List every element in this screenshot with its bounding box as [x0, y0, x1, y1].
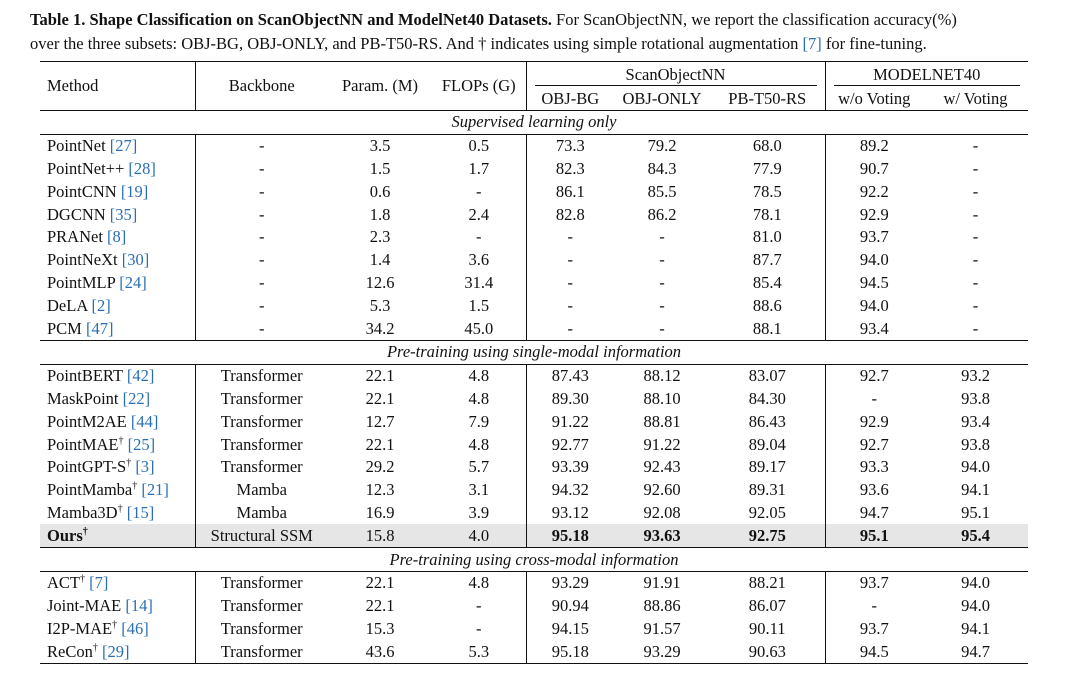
cell-objbg: -: [526, 226, 614, 249]
table-row: [40, 502, 1028, 525]
cell-flops: 4.8: [468, 388, 490, 408]
cell-pbt50: 87.7: [752, 250, 782, 270]
cell-param: 29.2: [365, 457, 395, 477]
citation-link[interactable]: [30]: [121, 250, 150, 270]
cell-flops: 1.5: [468, 295, 490, 315]
cell-param: 15.8: [328, 524, 432, 547]
cell-objbg: 94.15: [526, 618, 614, 641]
method-name: PointNet: [47, 136, 106, 156]
cell-pbt50: 89.17: [748, 457, 786, 477]
header-obj-only: OBJ-ONLY: [622, 89, 702, 108]
cell-backbone: Transformer: [195, 364, 328, 387]
caption-title: Shape Classification on ScanObjectNN and ModelNet40 Datasets.: [89, 10, 552, 29]
cell-objbg: 94.32: [526, 479, 614, 502]
method-name: PointMAE: [47, 434, 119, 454]
cell-flops: 31.4: [464, 272, 494, 292]
cell-pbt50: 92.05: [748, 502, 786, 522]
cell-flops: 45.0: [464, 318, 494, 338]
cell-objonly: 92.60: [643, 480, 681, 500]
method-cell: [40, 410, 195, 433]
cell-backbone: Structural SSM: [195, 524, 328, 547]
cell-pbt50: 90.11: [748, 618, 786, 638]
cell-objonly: 91.22: [643, 434, 681, 454]
cell-w: 93.8: [961, 388, 990, 408]
cell-w: 94.1: [961, 618, 990, 638]
cell-pbt50: 88.1: [752, 318, 782, 338]
cell-pbt50: 85.4: [752, 272, 782, 292]
section-header-row: [40, 111, 1028, 135]
cell-objbg: 95.18: [526, 524, 614, 547]
cell-objbg: 90.94: [526, 595, 614, 618]
cell-w: -: [972, 318, 979, 338]
cell-pbt50: 90.63: [710, 640, 825, 663]
caption-label: Table 1.: [30, 10, 86, 29]
method-cell: [40, 618, 195, 641]
header-modelnet40: MODELNET40: [825, 62, 1028, 89]
header-wo-voting: w/o Voting: [825, 88, 923, 111]
method-name: ACT: [47, 573, 80, 593]
cell-backbone: Transformer: [195, 571, 328, 594]
cell-objonly: 92.43: [643, 457, 681, 477]
cell-objonly: 79.2: [647, 136, 677, 156]
citation-link[interactable]: [46]: [121, 618, 149, 638]
cell-param: 12.3: [365, 480, 395, 500]
cell-wo: 93.3: [825, 456, 923, 479]
table-row: [40, 364, 1028, 387]
method-name: MaskPoint: [47, 388, 119, 408]
citation-link[interactable]: [25]: [127, 434, 156, 454]
cell-objonly: 88.12: [643, 366, 681, 386]
section-title: Pre-training using cross-modal information: [40, 548, 1028, 572]
cell-objbg: -: [526, 249, 614, 272]
header-param: Param. (M): [328, 62, 432, 111]
cell-objbg: 82.8: [526, 203, 614, 226]
cell-wo: 93.7: [825, 226, 923, 249]
section-title: Supervised learning only: [40, 111, 1028, 135]
caption-citation-link[interactable]: [7]: [802, 34, 822, 53]
cell-flops: 3.1: [468, 480, 490, 500]
cell-flops: 2.4: [468, 204, 490, 224]
cell-wo: -: [825, 595, 923, 618]
cell-flops: 4.8: [468, 573, 490, 593]
cell-flops: 4.8: [468, 366, 490, 386]
table-row: [40, 595, 1028, 618]
cell-w: 95.4: [923, 524, 1028, 547]
cell-flops: 4.0: [432, 524, 526, 547]
cell-objonly: 88.86: [643, 596, 681, 616]
cell-objbg: -: [526, 272, 614, 295]
table-row: [40, 640, 1028, 663]
cell-objonly: -: [659, 272, 665, 292]
header-obj-bg: OBJ-BG: [526, 88, 614, 111]
cell-pbt50: 83.07: [748, 366, 786, 386]
citation-link[interactable]: [29]: [101, 641, 130, 661]
cell-w: -: [972, 181, 979, 201]
cell-flops: -: [476, 227, 482, 247]
cell-pbt50: 92.75: [710, 524, 825, 547]
cell-backbone: Transformer: [195, 410, 328, 433]
citation-link[interactable]: [27]: [109, 136, 138, 156]
cell-wo: 93.7: [825, 618, 923, 641]
cell-param: 22.1: [365, 366, 395, 386]
section-header-row: [40, 548, 1028, 572]
citation-link[interactable]: [22]: [122, 388, 151, 408]
cell-flops: -: [476, 596, 482, 616]
method-name: Joint-MAE: [47, 596, 122, 616]
header-flops: FLOPs (G): [432, 62, 526, 111]
cell-objbg: 91.22: [526, 410, 614, 433]
cell-param: 15.3: [365, 618, 395, 638]
cell-backbone: Transformer: [195, 640, 328, 663]
citation-link[interactable]: [14]: [125, 596, 153, 616]
cell-param: 22.1: [365, 388, 395, 408]
method-name: PointM2AE: [47, 411, 127, 431]
method-name: PointMLP: [47, 272, 116, 292]
cell-objonly: -: [659, 318, 665, 338]
cell-wo: 94.5: [825, 640, 923, 663]
cell-pbt50: 78.1: [752, 204, 782, 224]
header-w-voting: w/ Voting: [943, 89, 1008, 108]
method-cell: [40, 134, 195, 157]
dagger-mark: †: [112, 619, 118, 631]
cell-param: 2.3: [369, 227, 391, 247]
cell-w: 93.4: [961, 411, 990, 431]
cell-w: 94.0: [961, 457, 990, 477]
cell-wo: 93.6: [825, 479, 923, 502]
method-cell: [40, 388, 195, 411]
section-header-row: [40, 340, 1028, 364]
cell-backbone: Mamba: [195, 502, 328, 525]
cell-flops: 5.3: [432, 640, 526, 663]
cell-wo: 92.7: [825, 433, 923, 456]
cell-backbone: -: [195, 226, 328, 249]
cell-param: 0.6: [369, 181, 391, 201]
method-name: Mamba3D: [47, 502, 118, 522]
cell-param: 12.6: [365, 272, 395, 292]
method-name: PCM: [47, 318, 82, 338]
citation-link[interactable]: [3]: [135, 457, 155, 477]
cell-backbone: Transformer: [195, 456, 328, 479]
caption-text-2: over the three subsets: OBJ-BG, OBJ-ONLY, and PB-T50-RS. And † indicates using simple rotational augmentation: [30, 34, 799, 53]
method-name: DGCNN: [47, 204, 106, 224]
cell-backbone: Transformer: [195, 618, 328, 641]
cell-param: 16.9: [365, 502, 395, 522]
cell-w: -: [972, 136, 979, 156]
citation-link[interactable]: [35]: [109, 204, 138, 224]
cell-objonly: 91.91: [643, 573, 681, 593]
cell-flops: 4.8: [468, 434, 490, 454]
cell-flops: 3.6: [468, 250, 490, 270]
cell-objbg: 93.29: [526, 571, 614, 594]
cell-wo: 93.4: [825, 317, 923, 340]
header-scanobjectnn: ScanObjectNN: [526, 62, 825, 89]
method-cell: [40, 456, 195, 479]
citation-link[interactable]: [2]: [91, 295, 111, 315]
cell-w: 93.2: [961, 366, 990, 386]
header-method: Method: [40, 62, 195, 111]
table-caption: [30, 8, 1055, 56]
cell-w: 94.0: [961, 596, 990, 616]
cell-objonly: -: [659, 227, 665, 247]
caption-text-3: for fine-tuning.: [825, 34, 927, 53]
method-name: Ours: [47, 525, 83, 545]
cell-param: 34.2: [365, 318, 395, 338]
cell-wo: -: [825, 388, 923, 411]
method-cell: [40, 364, 195, 387]
cell-backbone: Transformer: [195, 433, 328, 456]
table-row: [40, 272, 1028, 295]
cell-w: 94.1: [961, 480, 990, 500]
cell-flops: 3.9: [468, 502, 490, 522]
method-name: PointNet++: [47, 158, 125, 178]
cell-objbg: 82.3: [526, 158, 614, 181]
table-row: [40, 571, 1028, 594]
cell-wo: 92.9: [825, 410, 923, 433]
citation-link[interactable]: [8]: [107, 227, 127, 247]
cell-objbg: -: [526, 294, 614, 317]
cell-wo: 92.2: [825, 180, 923, 203]
cell-backbone: Transformer: [195, 595, 328, 618]
method-name: PointNeXt: [47, 250, 118, 270]
cell-wo: 94.0: [825, 294, 923, 317]
table-row: [40, 410, 1028, 433]
table-row: [40, 618, 1028, 641]
method-cell: [40, 595, 195, 618]
table-row: [40, 180, 1028, 203]
cell-pbt50: 86.43: [748, 411, 786, 431]
cell-wo: 92.7: [825, 364, 923, 387]
table-row: [40, 524, 1028, 547]
cell-objonly: 91.57: [643, 618, 681, 638]
cell-param: 43.6: [328, 640, 432, 663]
cell-pbt50: 86.07: [748, 596, 786, 616]
cell-param: 22.1: [365, 596, 395, 616]
citation-link[interactable]: [44]: [130, 411, 159, 431]
cell-wo: 94.7: [825, 502, 923, 525]
method-name: I2P-MAE: [47, 618, 113, 638]
method-name: ReCon: [47, 641, 93, 661]
cell-w: -: [972, 204, 979, 224]
citation-link[interactable]: [19]: [120, 181, 149, 201]
cell-objbg: 89.30: [526, 388, 614, 411]
cell-flops: 0.5: [468, 136, 490, 156]
method-cell: [40, 158, 195, 181]
cell-objonly: 92.08: [643, 502, 681, 522]
method-name: PointMamba: [47, 480, 133, 500]
cell-w: -: [972, 158, 979, 178]
header-pb-t50-rs: PB-T50-RS: [728, 89, 807, 108]
cell-backbone: -: [195, 272, 328, 295]
cell-param: 1.5: [369, 158, 391, 178]
dagger-mark: †: [126, 457, 132, 469]
cell-backbone: -: [195, 294, 328, 317]
cell-wo: 89.2: [825, 134, 923, 157]
cell-param: 22.1: [365, 573, 395, 593]
cell-flops: -: [476, 618, 482, 638]
table-row: [40, 388, 1028, 411]
cell-objonly: 88.10: [643, 388, 681, 408]
cell-flops: 5.7: [468, 457, 490, 477]
dagger-mark: †: [92, 642, 98, 654]
section-title: Pre-training using single-modal information: [40, 340, 1028, 364]
cell-w: 94.7: [923, 640, 1028, 663]
method-cell: [40, 317, 195, 340]
cell-param: 3.5: [369, 136, 391, 156]
citation-link[interactable]: [21]: [141, 480, 169, 500]
cell-param: 1.4: [369, 250, 391, 270]
cell-flops: 1.7: [468, 158, 490, 178]
cell-pbt50: 84.30: [748, 388, 786, 408]
cell-backbone: -: [195, 158, 328, 181]
method-cell: [40, 502, 195, 525]
cell-w: 94.0: [961, 573, 990, 593]
dagger-mark: †: [118, 435, 124, 447]
method-cell: [40, 433, 195, 456]
cell-pbt50: 88.6: [752, 295, 782, 315]
table-row: [40, 203, 1028, 226]
method-cell: [40, 571, 195, 594]
cell-pbt50: 68.0: [752, 136, 782, 156]
cell-backbone: Mamba: [195, 479, 328, 502]
cell-pbt50: 78.5: [752, 181, 782, 201]
cell-objbg: 92.77: [526, 433, 614, 456]
dagger-mark: †: [117, 503, 123, 515]
cell-wo: 94.0: [825, 249, 923, 272]
cell-param: 12.7: [365, 411, 395, 431]
cell-w: -: [972, 295, 979, 315]
method-cell: [40, 180, 195, 203]
cell-objonly: 93.29: [614, 640, 710, 663]
table-row: [40, 433, 1028, 456]
caption-text-1: For ScanObjectNN, we report the classification accuracy(%): [556, 10, 957, 29]
cell-objonly: 93.63: [614, 524, 710, 547]
method-cell: [40, 249, 195, 272]
citation-link[interactable]: [42]: [126, 366, 155, 386]
header-backbone: Backbone: [195, 62, 328, 111]
cell-flops: -: [476, 181, 482, 201]
dagger-mark: †: [132, 480, 138, 492]
cell-objonly: -: [659, 295, 665, 315]
results-table: [40, 61, 1028, 664]
cell-objonly: 86.2: [647, 204, 677, 224]
cell-backbone: Transformer: [195, 388, 328, 411]
cell-w: 93.8: [961, 434, 990, 454]
cell-backbone: -: [195, 134, 328, 157]
cell-objbg: 93.12: [526, 502, 614, 525]
cell-pbt50: 89.31: [748, 480, 786, 500]
cell-wo: 92.9: [825, 203, 923, 226]
cell-wo: 93.7: [825, 571, 923, 594]
cell-objonly: 84.3: [647, 158, 677, 178]
cell-wo: 94.5: [825, 272, 923, 295]
cell-w: -: [972, 272, 979, 292]
cell-param: 5.3: [369, 295, 391, 315]
cell-backbone: -: [195, 180, 328, 203]
dagger-mark: †: [82, 526, 88, 538]
method-name: PointGPT-S: [47, 457, 127, 477]
cell-w: -: [972, 227, 979, 247]
table-row: [40, 134, 1028, 157]
citation-link[interactable]: [24]: [119, 272, 147, 292]
citation-link[interactable]: [28]: [128, 158, 156, 178]
method-cell: [40, 226, 195, 249]
cell-objbg: 86.1: [526, 180, 614, 203]
method-cell: [40, 640, 195, 663]
method-name: PointCNN: [47, 181, 117, 201]
table-row: [40, 249, 1028, 272]
method-name: PRANet: [47, 227, 103, 247]
cell-objbg: 93.39: [526, 456, 614, 479]
method-cell: [40, 272, 195, 295]
cell-objbg: -: [526, 317, 614, 340]
cell-flops: 7.9: [468, 411, 490, 431]
dagger-mark: †: [80, 573, 85, 585]
method-cell: [40, 524, 195, 547]
method-cell: [40, 479, 195, 502]
cell-w: 95.1: [961, 502, 990, 522]
cell-wo: 95.1: [825, 524, 923, 547]
cell-param: 22.1: [365, 434, 395, 454]
table-row: [40, 226, 1028, 249]
table-row: [40, 317, 1028, 340]
cell-backbone: -: [195, 317, 328, 340]
table-row: [40, 294, 1028, 317]
cell-w: -: [972, 250, 979, 270]
cell-pbt50: 81.0: [752, 227, 782, 247]
cell-param: 1.8: [369, 204, 391, 224]
citation-link[interactable]: [15]: [126, 502, 155, 522]
table-row: [40, 479, 1028, 502]
cell-wo: 90.7: [825, 158, 923, 181]
citation-link[interactable]: [7]: [89, 573, 109, 593]
cell-objonly: -: [659, 250, 665, 270]
table-row: [40, 456, 1028, 479]
citation-link[interactable]: [47]: [85, 318, 114, 338]
method-cell: [40, 294, 195, 317]
cell-objonly: 85.5: [647, 181, 677, 201]
cell-pbt50: 88.21: [748, 573, 786, 593]
method-cell: [40, 203, 195, 226]
cell-objbg: 87.43: [526, 364, 614, 387]
cell-backbone: -: [195, 249, 328, 272]
table-body: [40, 111, 1028, 664]
table-row: [40, 158, 1028, 181]
cell-pbt50: 77.9: [752, 158, 782, 178]
method-name: DeLA: [47, 295, 88, 315]
cell-objbg: 73.3: [526, 134, 614, 157]
method-name: PointBERT: [47, 366, 123, 386]
cell-objonly: 88.81: [643, 411, 681, 431]
cell-backbone: -: [195, 203, 328, 226]
cell-pbt50: 89.04: [748, 434, 786, 454]
cell-objbg: 95.18: [526, 640, 614, 663]
